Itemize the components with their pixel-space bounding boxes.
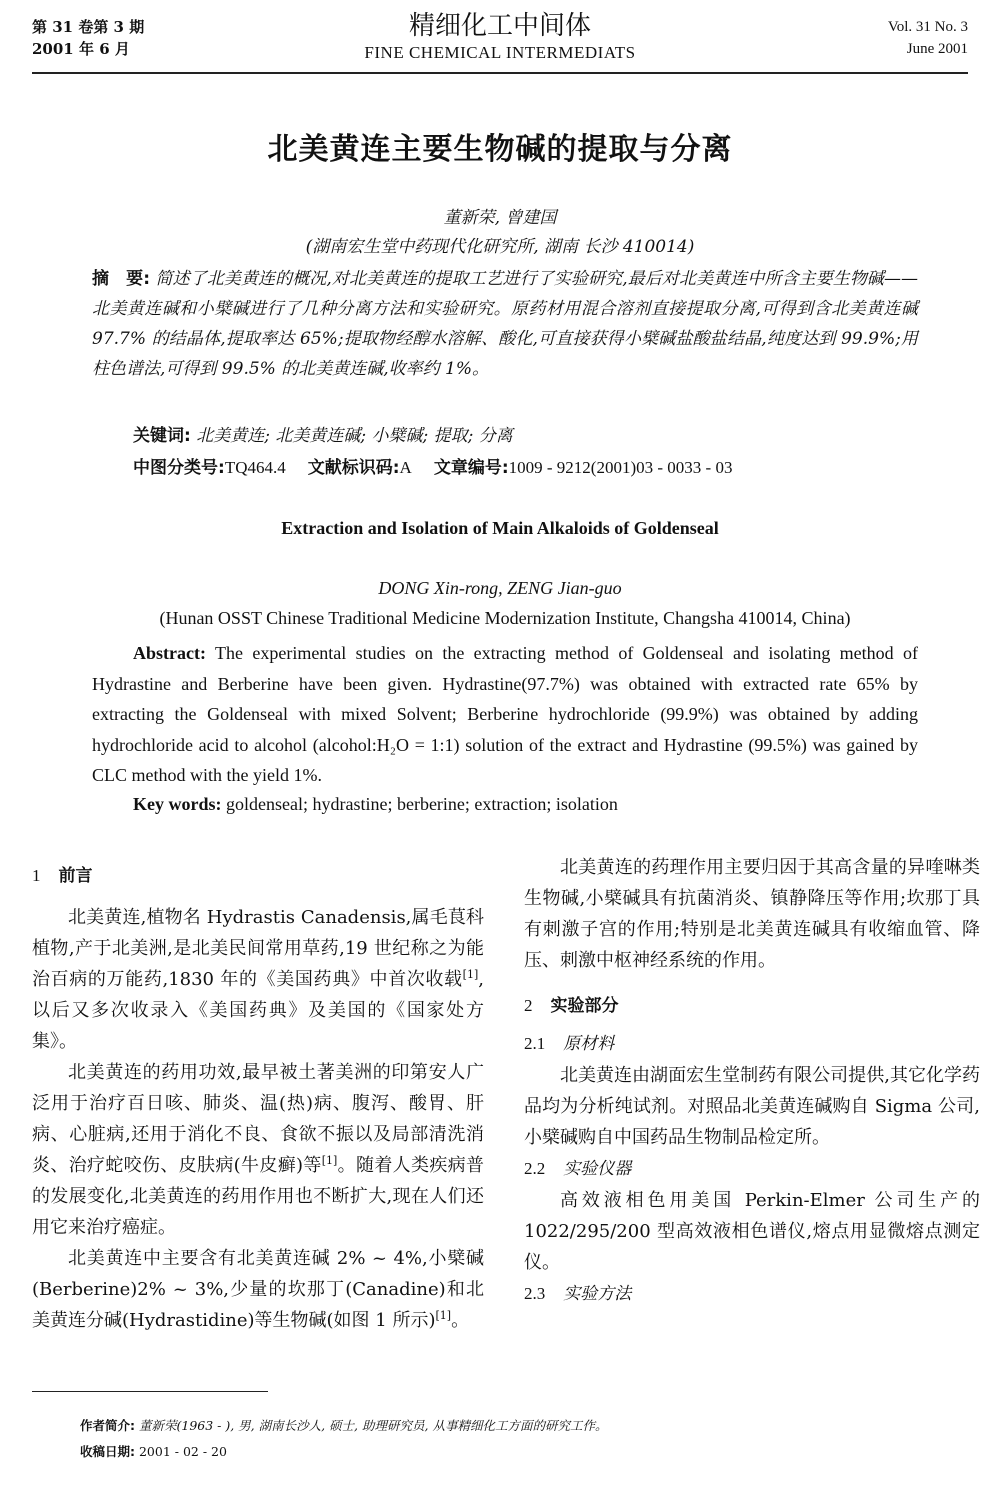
running-header (32, 8, 968, 74)
classification-line (133, 453, 732, 478)
section-number: 1 (32, 866, 41, 885)
subsection-number: 2.1 (524, 1034, 546, 1053)
abstract-cn (92, 264, 918, 384)
doc-code-label: 文献标识码: (307, 458, 400, 478)
subsection-heading (524, 1153, 980, 1185)
affiliation: (湖南宏生堂中药现代化研究所, 湖南 长沙 410014) (305, 237, 695, 257)
footnote-divider (32, 1391, 268, 1392)
issue-info-en (888, 16, 968, 60)
abstract-en-text: The experimental studies on the extracting method of Goldenseal and isolating method of Hydrastine and Berberine have been given. Hydrastine(97.7%) was obtained with extracted rate 65% by extracting the Goldenseal with mixed Solvent; Berberine hydrochloride (99.9%) was obtained by adding hydrochloride acid to alcohol (alcohol:H₂O = 1:1) solution of the extract and Hydrastine (99.5%) was gained by CLC method with the yield 1%. (92, 643, 918, 785)
paragraph: 北美黄连的药用功效,最早被土著美洲的印第安人广泛用于治疗百日咳、肺炎、温(热)病、腹泻、酸胃、肝病、心脏病,还用于消化不良、食欲不振以及局部清洗消炎、治疗蛇咬伤、皮肤病(牛皮癣)等[1]。随着人类疾病普的发展变化,北美黄连的药用作用也不断扩大,现在人们还用它来治疗癌症。 (32, 1062, 485, 1238)
received-date (80, 1439, 607, 1465)
keywords-cn (133, 421, 513, 446)
paragraph: 北美黄连的药理作用主要归因于其高含量的异喹啉类生物碱,小檗碱具有抗菌消炎、镇静降压等作用;坎那丁具有刺激子宫的作用;特别是北美黄连碱具有收缩血管、降压、刺激中枢神经系统的作用。 (524, 857, 980, 971)
volume-issue-cn: 第 31 卷第 3 期 (32, 18, 145, 36)
paragraph: 北美黄连,植物名 Hydrastis Canadensis,属毛茛科植物,产于北美洲,是北美民间常用草药,19 世纪称之为能治百病的万能药,1830 年的《美国药典》中首次收载[1],以后又多次收录入《美国药典》及美国的《国家处方集》。 (32, 907, 484, 1052)
paragraph: 高效液相色用美国 Perkin-Elmer 公司生产的 1022/295/200 型高效液相色谱仪,熔点用显微熔点测定仪。 (524, 1190, 980, 1273)
author-bio-text: 董新荣(1963 - ), 男, 湖南长沙人, 硕士, 助理研究员, 从事精细化工方面的研究工作。 (138, 1418, 608, 1433)
footnote (80, 1413, 607, 1465)
received-date-value: 2001 - 02 - 20 (138, 1444, 227, 1459)
clc-label: 中图分类号: (133, 458, 225, 478)
section-heading (32, 860, 484, 892)
keywords-en-label: Key words: (133, 794, 222, 814)
journal-name (32, 10, 968, 64)
citation: [1] (462, 968, 479, 981)
subsection-title: 实验仪器 (563, 1159, 632, 1179)
subsection-heading (524, 1278, 980, 1310)
author-bio (80, 1413, 607, 1439)
paragraph: 北美黄连中主要含有北美黄连碱 2% ~ 4%,小檗碱(Berberine)2% ~ 3%,少量的坎那丁(Canadine)和北美黄连分碱(Hydrastidine)等生物碱(如图 1 所示)[1]。 (32, 1248, 484, 1331)
english-authors: DONG Xin-rong, ZENG Jian-guo (378, 578, 622, 598)
keywords-en (133, 794, 618, 815)
received-date-label: 收稿日期: (80, 1444, 135, 1459)
abstract-en (92, 638, 918, 791)
abstract-cn-text: 简述了北美黄连的概况,对北美黄连的提取工艺进行了实验研究,最后对北美黄连中所含主要生物碱——北美黄连碱和小檗碱进行了几种分离方法和实验研究。原药材用混合溶剂直接提取分离,可得到含北美黄连碱 97.7% 的结晶体,提取率达 65%;提取物经醇水溶解、酸化,可直接获得小檗碱盐酸盐结晶,纯度达到 99.9%;用柱色谱法,可得到 99.5% 的北美黄连碱,收率约 1%。 (92, 269, 918, 379)
date-cn: 2001 年 6 月 (32, 40, 130, 58)
author-list: 董新荣, 曾建国 (443, 208, 557, 228)
section-number: 2 (524, 996, 533, 1015)
subsection-heading (524, 1028, 980, 1060)
english-affiliation: (Hunan OSST Chinese Traditional Medicine Modernization Institute, Changsha 410014, China) (159, 608, 851, 628)
abstract-cn-label: 摘 要: (92, 269, 151, 289)
body-column-left (32, 854, 484, 1336)
article-number: 1009 - 9212(2001)03 - 0033 - 03 (508, 458, 733, 477)
section-title: 前言 (58, 866, 93, 886)
paper-title: 北美黄连主要生物碱的提取与分离 (267, 132, 733, 167)
article-number-label: 文章编号: (433, 458, 509, 478)
volume-issue-en: Vol. 31 No. 3 (887, 19, 968, 35)
section-title: 实验部分 (550, 996, 619, 1016)
journal-name-cn: 精细化工中间体 (408, 11, 591, 41)
keywords-cn-label: 关键词: (133, 426, 191, 446)
doc-code: A (399, 458, 412, 477)
body-column-right (524, 852, 980, 1310)
paragraph: 北美黄连由湖面宏生堂制药有限公司提供,其它化学药品均为分析纯试剂。对照品北美黄连碱购自 Sigma 公司,小檗碱购自中国药品生物制品检定所。 (524, 1065, 980, 1148)
date-en: June 2001 (906, 41, 968, 57)
subsection-title: 原材料 (563, 1034, 615, 1054)
section-heading (524, 990, 980, 1022)
keywords-en-text: goldenseal; hydrastine; berberine; extraction; isolation (226, 794, 618, 814)
abstract-en-label: Abstract: (133, 643, 206, 663)
subsection-title: 实验方法 (563, 1284, 632, 1304)
subsection-number: 2.3 (524, 1284, 546, 1303)
citation: [1] (435, 1309, 452, 1322)
citation: [1] (321, 1154, 338, 1167)
author-bio-label: 作者简介: (80, 1418, 135, 1433)
subsection-number: 2.2 (524, 1159, 546, 1178)
english-title: Extraction and Isolation of Main Alkaloids of Goldenseal (281, 518, 719, 538)
clc-code: TQ464.4 (224, 458, 286, 477)
keywords-cn-text: 北美黄连; 北美黄连碱; 小檗碱; 提取; 分离 (196, 426, 513, 446)
journal-name-en: FINE CHEMICAL INTERMEDIATS (364, 43, 636, 62)
